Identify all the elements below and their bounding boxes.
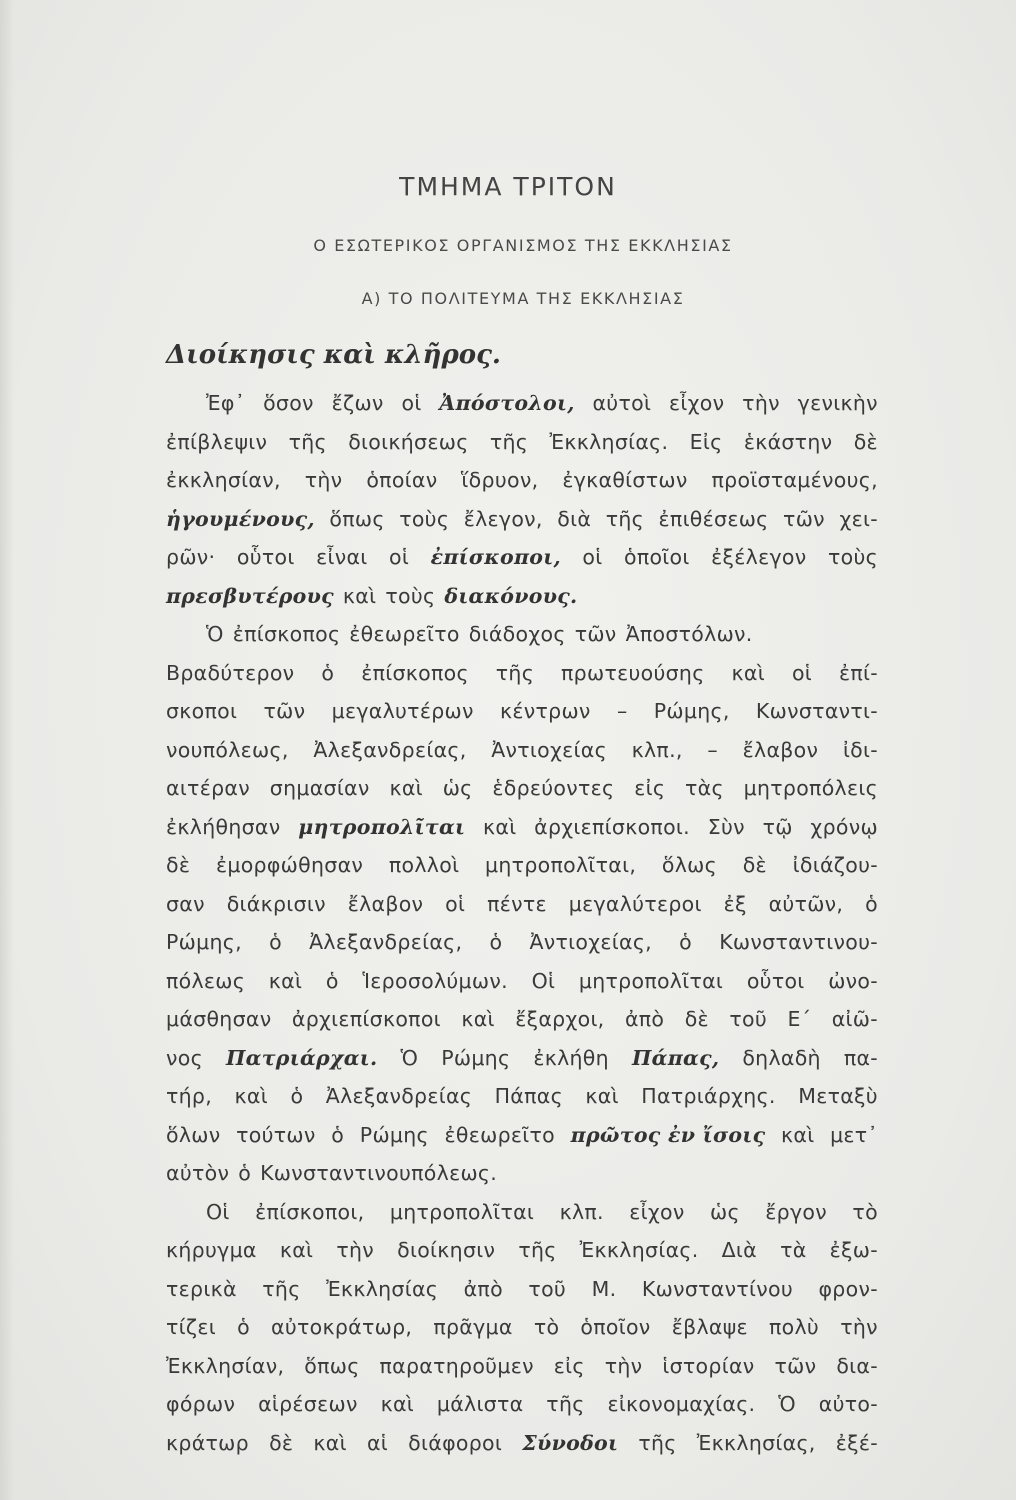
- text-line: [166, 384, 878, 423]
- word: τῆς: [638, 1430, 677, 1455]
- text-line: [166, 731, 878, 770]
- word: ἑδρεύοντες: [492, 776, 615, 800]
- word: οὗτοι: [746, 968, 805, 993]
- word: οὗτοι: [236, 545, 295, 569]
- word: ἀρχιεπίσκοποι: [291, 1007, 441, 1031]
- word: ἰδι-: [842, 737, 878, 762]
- word: δηλαδὴ: [742, 1045, 821, 1070]
- word: ἑκάστην: [743, 429, 833, 454]
- word: ἐκλήθησαν: [166, 814, 281, 839]
- word: ἀρχιεπίσκοποι.: [534, 814, 690, 839]
- chapter-title: Ο ΕΣΩΤΕΡΙΚΟΣ ΟΡΓΑΝΙΣΜΟΣ ΤΗΣ ΕΚΚΛΗΣΙΑΣ: [313, 236, 733, 255]
- word: τὴν: [742, 391, 780, 415]
- word: Ὁ: [778, 1392, 796, 1416]
- word: αὐτοκράτωρ,: [271, 1315, 413, 1339]
- word: εἶχον: [629, 1199, 685, 1224]
- word: Ρώμης: [359, 1122, 429, 1147]
- word: τοὺς: [399, 506, 450, 531]
- word: εἶναι: [316, 545, 368, 569]
- word: τῆς: [288, 429, 327, 454]
- word: πολὺ: [769, 1315, 820, 1339]
- word: κέντρων: [500, 699, 591, 723]
- word: τῆς: [489, 429, 529, 454]
- body-text: [166, 384, 878, 1462]
- word: διὰ: [557, 506, 592, 531]
- word: Ἱεροσολύμων.: [362, 968, 508, 993]
- text-line: [166, 846, 878, 885]
- word: Ὁ: [400, 1045, 419, 1070]
- word: πολλοὶ: [388, 853, 460, 877]
- word: Ἐφ᾽: [206, 391, 246, 415]
- word: ὁποῖον: [580, 1315, 651, 1339]
- word: καὶ: [781, 1122, 815, 1147]
- word: ὡς: [442, 776, 473, 800]
- text-line: [166, 1347, 878, 1386]
- word: παρατηροῦμεν: [379, 1353, 534, 1378]
- word: πέντε: [487, 891, 547, 916]
- word: ὁποίαν: [366, 468, 438, 492]
- word: μητροπολῖται,: [485, 853, 637, 877]
- word: χει-: [839, 506, 878, 531]
- emphasized-term: Ἀπόστολοι,: [439, 391, 575, 415]
- word: Ἀλεξανδρείας: [325, 1084, 473, 1108]
- word: δὲ: [742, 853, 767, 877]
- word: Ἐκκλησίας.: [579, 1238, 699, 1262]
- word: οἱ: [401, 391, 422, 415]
- text-line: [166, 692, 878, 731]
- word: Ἀντιοχείας,: [529, 930, 652, 954]
- word: τῆς: [518, 1238, 557, 1262]
- word: διοικήσεως: [348, 429, 469, 454]
- word: σκοποι: [166, 699, 238, 723]
- word: τῶν: [774, 1353, 817, 1378]
- emphasized-term: ἡγουμένους,: [166, 506, 315, 531]
- text-line: [166, 654, 878, 693]
- word: τῷ: [762, 814, 793, 839]
- word: τὴν: [304, 468, 343, 492]
- word: Κωνσταντινουπόλεως.: [260, 1161, 498, 1185]
- text-line: [166, 1077, 878, 1116]
- emphasized-term: ἐπίσκοποι,: [430, 545, 561, 569]
- word: ὁ: [269, 930, 282, 954]
- word: αἰῶ-: [831, 1007, 878, 1031]
- text-line: [166, 1154, 878, 1193]
- word: πόλεως: [166, 968, 246, 993]
- word: μητροπόλεις: [743, 776, 878, 800]
- text-line: [166, 1385, 878, 1424]
- word: οἱ: [791, 660, 813, 685]
- word: ἐπίβλεψιν: [166, 429, 268, 454]
- word: ὁ: [679, 930, 693, 954]
- word: ὁ: [331, 1122, 345, 1147]
- word: μάσθησαν: [166, 1007, 272, 1031]
- word: ὡς: [710, 1199, 740, 1224]
- word: ὅλων: [166, 1122, 221, 1147]
- word: ὁποῖοι: [623, 545, 690, 569]
- word: καὶ: [461, 1007, 495, 1031]
- text-line: [166, 1231, 878, 1270]
- text-line: [166, 461, 878, 500]
- word: ὁ: [290, 1084, 304, 1108]
- word: ἔλαβον: [347, 891, 424, 916]
- word: μετ᾽: [830, 1122, 878, 1147]
- word: Οἱ: [206, 1199, 230, 1224]
- word: σημασίαν: [269, 776, 370, 800]
- word: τὴν: [840, 1315, 878, 1339]
- word: οἱ: [389, 545, 410, 569]
- word: μάλιστα: [436, 1392, 524, 1416]
- word: πρωτευούσης: [561, 660, 705, 685]
- word: καὶ: [380, 1392, 414, 1416]
- word: Οἱ: [531, 968, 556, 993]
- word: εἶχον: [669, 391, 725, 415]
- word: μεγαλύτεροι: [568, 891, 702, 916]
- word: Ἀντιοχείας: [491, 737, 607, 762]
- emphasized-term: μητροπολῖται: [298, 814, 466, 839]
- word: δὲ: [684, 1007, 709, 1031]
- word: τοὺς: [385, 583, 436, 608]
- word: ἀπὸ: [463, 1276, 503, 1301]
- word: αὐτο-: [818, 1392, 878, 1416]
- word: ὠνο-: [828, 968, 878, 993]
- word: εἰς: [553, 1353, 585, 1378]
- word: ὅπως: [329, 506, 385, 531]
- text-line: [166, 808, 878, 847]
- word: Κωνσταντίνου: [641, 1276, 793, 1301]
- word: Πατριάρχης.: [641, 1084, 776, 1108]
- word: Ρώμης,: [653, 699, 730, 723]
- text-line: [166, 1308, 878, 1347]
- word: τῆς: [495, 660, 535, 685]
- word: τίζει: [166, 1315, 216, 1339]
- word: αἱ: [366, 1430, 389, 1455]
- word: –: [707, 737, 718, 762]
- word: τῶν: [574, 622, 617, 646]
- word: καὶ: [234, 1084, 268, 1108]
- word: καὶ: [483, 814, 517, 839]
- word: ἔβλαψε: [671, 1315, 748, 1339]
- word: φρον-: [818, 1276, 878, 1301]
- text-line: [166, 962, 878, 1001]
- word: τὰ: [780, 1238, 807, 1262]
- word: ὅπως: [304, 1353, 360, 1378]
- word: ὁ: [321, 660, 335, 685]
- word: μητροπολῖται: [389, 1199, 535, 1224]
- word: οἱ: [445, 891, 466, 916]
- word: τερικὰ: [166, 1276, 237, 1301]
- word: τῶν: [783, 506, 825, 531]
- word: εἰκονομαχίας.: [607, 1392, 756, 1416]
- word: μεγαλυτέρων: [331, 699, 474, 723]
- emphasized-term: Πάπας,: [631, 1045, 720, 1070]
- word: ἰδιάζου-: [792, 853, 878, 877]
- word: κράτωρ: [166, 1430, 249, 1455]
- word: αὐτοὶ: [592, 391, 652, 415]
- word: εἰς: [634, 776, 666, 800]
- word: γενικὴν: [797, 391, 878, 415]
- word: ὁ: [238, 1161, 252, 1185]
- word: αιτέραν: [166, 776, 250, 800]
- word: ἐκκλησίαν,: [166, 468, 281, 492]
- word: ἐθεωρεῖτο: [349, 622, 460, 646]
- word: τὴν: [604, 1353, 643, 1378]
- emphasized-term: Σύνοδοι: [522, 1430, 619, 1455]
- word: Ἐκκλησίας.: [549, 429, 669, 454]
- word: τῆς: [262, 1276, 301, 1301]
- word: τῆς: [605, 506, 645, 531]
- emphasized-term: Πατριάρχαι.: [225, 1045, 378, 1070]
- text-line: [166, 423, 878, 462]
- word: Εἰς: [689, 429, 723, 454]
- word: Βραδύτερον: [166, 660, 295, 685]
- word: ρῶν·: [166, 545, 216, 569]
- word: τὴν: [336, 1238, 375, 1262]
- text-line: [166, 923, 878, 962]
- section-title: ΤΜΗΜΑ ΤΡΙΤΟΝ: [399, 172, 617, 201]
- word: Ἐκκλησίας,: [696, 1430, 816, 1455]
- word: καὶ: [342, 583, 377, 608]
- word: τοὺς: [827, 545, 878, 569]
- word: τῆς: [546, 1392, 585, 1416]
- word: δὲ: [853, 429, 878, 454]
- word: –: [616, 699, 628, 723]
- word: Ε΄: [787, 1007, 812, 1031]
- text-line: [166, 1424, 878, 1463]
- word: νουπόλεως,: [166, 737, 289, 762]
- word: κήρυγμα: [166, 1238, 257, 1262]
- word: τοῦ: [729, 1007, 768, 1031]
- text-line: [166, 1193, 878, 1232]
- word: Πάπας: [494, 1084, 563, 1108]
- word: Ἐκκλησίαν,: [166, 1353, 285, 1378]
- emphasized-term: διακόνους.: [444, 583, 578, 608]
- word: σαν: [166, 891, 205, 916]
- word: Μ.: [591, 1276, 617, 1301]
- word: τῶν: [263, 699, 306, 723]
- text-line: [166, 538, 878, 577]
- word: ἔργον: [765, 1199, 827, 1224]
- word: ἐξ: [723, 891, 747, 916]
- word: ἔζων: [331, 391, 384, 415]
- word: ἱστορίαν: [662, 1353, 755, 1378]
- word: ἐξέλεγον: [711, 545, 807, 569]
- word: Σὺν: [707, 814, 745, 839]
- word: ἀπὸ: [624, 1007, 665, 1031]
- word: καὶ: [389, 776, 423, 800]
- word: ὁ: [489, 930, 503, 954]
- word: ὁ: [865, 891, 878, 916]
- word: τήρ,: [166, 1084, 213, 1108]
- word: δὲ: [269, 1430, 294, 1455]
- word: διάκρισιν: [226, 891, 326, 916]
- word: διάφοροι: [408, 1430, 503, 1455]
- word: Ὁ: [206, 622, 224, 646]
- word: προϊσταμένους,: [711, 468, 878, 492]
- word: καὶ: [313, 1430, 347, 1455]
- word: κλπ.,: [631, 737, 683, 762]
- word: δια-: [836, 1353, 878, 1378]
- word: ἔλεγον,: [463, 506, 543, 531]
- word: ἐγκαθίστων: [562, 468, 688, 492]
- word: Μεταξὺ: [798, 1084, 878, 1108]
- sub-heading: Διοίκησις καὶ κλῆρος.: [166, 340, 501, 370]
- word: ὅσον: [263, 391, 314, 415]
- word: καὶ: [279, 1238, 314, 1262]
- text-line: [166, 500, 878, 539]
- word: κλπ.: [559, 1199, 604, 1224]
- word: καὶ: [731, 660, 765, 685]
- text-line: [166, 769, 878, 808]
- word: οἱ: [582, 545, 603, 569]
- page-spine-shadow: [0, 0, 14, 1500]
- word: τούτων: [236, 1122, 316, 1147]
- word: Ρώμης,: [166, 930, 242, 954]
- emphasized-term: πρεσβυτέρους: [166, 583, 334, 608]
- word: καὶ: [585, 1084, 619, 1108]
- word: ἐπί-: [839, 660, 878, 685]
- word: ἐμορφώθησαν: [215, 853, 364, 877]
- text-line: [166, 1270, 878, 1309]
- word: Ρώμης: [441, 1045, 511, 1070]
- word: τὸ: [852, 1199, 878, 1224]
- word: ἐπίσκοπος: [232, 622, 341, 646]
- word: ἐπιθέσεως: [658, 506, 769, 531]
- word: ἵδρυον,: [461, 468, 539, 492]
- word: Κωνσταντινου-: [719, 930, 878, 954]
- word: τοῦ: [528, 1276, 567, 1301]
- word: φόρων: [166, 1392, 236, 1416]
- word: αὐτῶν,: [768, 891, 844, 916]
- word: διοίκησιν: [397, 1238, 496, 1262]
- word: πρᾶγμα: [433, 1315, 513, 1339]
- word: Διὰ: [721, 1238, 757, 1262]
- text-line: [166, 577, 878, 616]
- word: τὸ: [533, 1315, 560, 1339]
- word: πα-: [843, 1045, 878, 1070]
- text-line: [166, 615, 878, 654]
- word: Ἀποστόλων.: [625, 622, 753, 646]
- word: ὁ: [237, 1315, 250, 1339]
- word: αὐτὸν: [166, 1161, 230, 1185]
- word: διάδοχος: [468, 622, 566, 646]
- sub-title: Α) ΤΟ ΠΟΛΙΤΕΥΜΑ ΤΗΣ ΕΚΚΛΗΣΙΑΣ: [361, 289, 685, 308]
- word: χρόνῳ: [810, 814, 878, 839]
- text-line: [166, 1000, 878, 1039]
- word: Κωνσταντι-: [755, 699, 878, 723]
- word: ἐξω-: [829, 1238, 878, 1262]
- emphasized-term: πρῶτος ἐν ἴσοις: [570, 1122, 766, 1147]
- text-line: [166, 885, 878, 924]
- word: ἐκλήθη: [533, 1045, 609, 1070]
- word: Ἐκκλησίας: [326, 1276, 439, 1301]
- word: Ἀλεξανδρείας,: [313, 737, 467, 762]
- word: αἱρέσεων: [258, 1392, 358, 1416]
- text-line: [166, 1116, 878, 1155]
- word: ὁ: [325, 968, 339, 993]
- word: νος: [166, 1045, 203, 1070]
- word: μητροπολῖται: [578, 968, 724, 993]
- word: δὲ: [166, 853, 191, 877]
- text-line: [166, 1039, 878, 1078]
- word: ὅλως: [661, 853, 717, 877]
- word: καὶ: [268, 968, 303, 993]
- word: ἐπίσκοποι,: [255, 1199, 365, 1224]
- word: Ἀλεξανδρείας,: [309, 930, 463, 954]
- word: ἐξέ-: [835, 1430, 878, 1455]
- word: τὰς: [685, 776, 724, 800]
- word: ἔξαρχοι,: [515, 1007, 605, 1031]
- word: ἐπίσκοπος: [361, 660, 469, 685]
- word: ἔλαβον: [742, 737, 819, 762]
- word: ἐθεωρεῖτο: [444, 1122, 556, 1147]
